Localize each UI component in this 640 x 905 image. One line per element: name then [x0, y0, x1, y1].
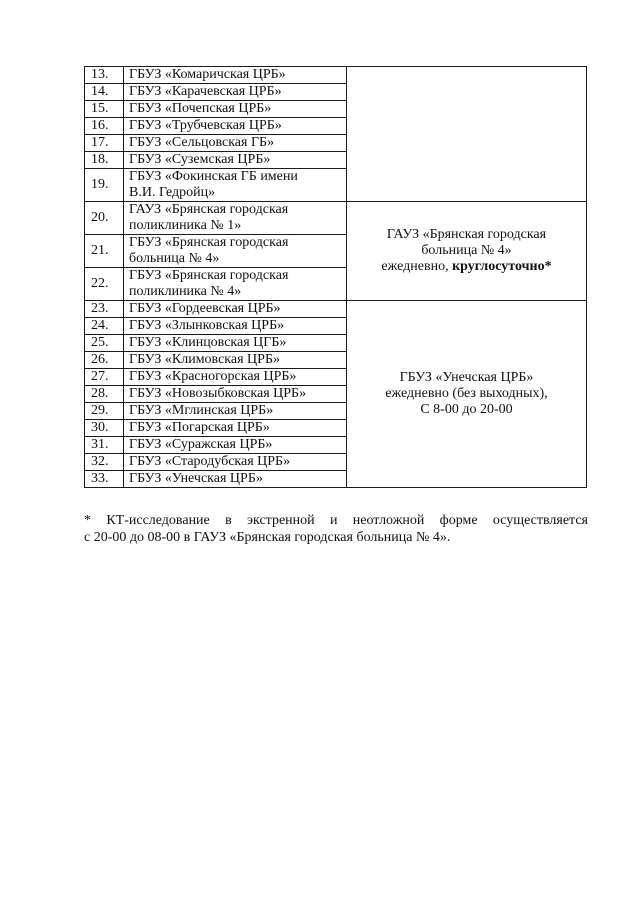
- table-row: [85, 67, 587, 84]
- table-row: [85, 202, 587, 235]
- institution-name: [124, 352, 347, 369]
- footnote-line-2: с 20-00 до 08-00 в ГАУЗ «Брянская городская больница № 4».: [84, 530, 451, 545]
- institution-name-line: В.И. Гедройц»: [129, 185, 216, 200]
- row-number: 32.: [85, 454, 124, 471]
- row-number: 15.: [85, 101, 124, 118]
- row-number: 20.: [85, 202, 124, 235]
- institution-name: [124, 235, 347, 268]
- referral-text: ГАУЗ «Брянская городская: [386, 227, 547, 242]
- institution-name-line: ГБУЗ «Комаричская ЦРБ»: [129, 67, 286, 82]
- referral-destination-line: [353, 243, 580, 259]
- institution-name: [124, 135, 347, 152]
- institution-name: [124, 454, 347, 471]
- row-number: 14.: [85, 84, 124, 101]
- referral-text: больница № 4»: [421, 243, 512, 258]
- row-number: 30.: [85, 420, 124, 437]
- institution-name: [124, 403, 347, 420]
- row-number: 28.: [85, 386, 124, 403]
- row-number: 18.: [85, 152, 124, 169]
- institution-name: [124, 437, 347, 454]
- institution-name: [124, 335, 347, 352]
- footnote-line-1: * КТ-исследование в экстренной и неотложной форме осуществляется: [84, 513, 588, 528]
- row-number: 17.: [85, 135, 124, 152]
- institution-name-line: ГБУЗ «Мглинская ЦРБ»: [129, 403, 274, 418]
- institution-name-line: ГБУЗ «Новозыбковская ЦРБ»: [129, 386, 307, 401]
- institution-name: [124, 67, 347, 84]
- institution-name: [124, 369, 347, 386]
- institution-name-line: поликлиника № 1»: [129, 218, 242, 233]
- institution-name-line: ГБУЗ «Суземская ЦРБ»: [129, 152, 271, 167]
- table-row: [85, 301, 587, 318]
- row-number: 13.: [85, 67, 124, 84]
- institution-name: [124, 301, 347, 318]
- institution-name-line: ГБУЗ «Почепская ЦРБ»: [129, 101, 272, 116]
- row-number: 25.: [85, 335, 124, 352]
- row-number: 27.: [85, 369, 124, 386]
- row-number: 33.: [85, 471, 124, 488]
- referral-destination-line: [353, 386, 580, 402]
- institution-name-line: ГБУЗ «Стародубская ЦРБ»: [129, 454, 291, 469]
- institution-name-line: ГБУЗ «Карачевская ЦРБ»: [129, 84, 282, 99]
- institution-name-line: ГБУЗ «Трубчевская ЦРБ»: [129, 118, 282, 133]
- institution-name-line: ГБУЗ «Суражская ЦРБ»: [129, 437, 273, 452]
- institution-name-line: ГБУЗ «Красногорская ЦРБ»: [129, 369, 297, 384]
- institution-name-line: больница № 4»: [129, 251, 220, 266]
- footnote: [84, 512, 588, 546]
- institution-name-line: ГБУЗ «Гордеевская ЦРБ»: [129, 301, 281, 316]
- institution-name-line: ГАУЗ «Брянская городская: [129, 202, 289, 217]
- hospital-routing-table: [84, 66, 587, 488]
- row-number: 16.: [85, 118, 124, 135]
- row-number: 24.: [85, 318, 124, 335]
- institution-name-line: ГБУЗ «Клинцовская ЦГБ»: [129, 335, 287, 350]
- institution-name-line: ГБУЗ «Сельцовская ГБ»: [129, 135, 275, 150]
- institution-name: [124, 152, 347, 169]
- institution-name: [124, 471, 347, 488]
- row-number: 31.: [85, 437, 124, 454]
- row-number: 19.: [85, 169, 124, 202]
- institution-name-line: поликлиника № 4»: [129, 284, 242, 299]
- referral-destination-line: [353, 370, 580, 386]
- institution-name-line: ГБУЗ «Брянская городская: [129, 235, 289, 250]
- institution-name: [124, 101, 347, 118]
- institution-name-line: ГБУЗ «Погарская ЦРБ»: [129, 420, 270, 435]
- referral-destination-line: [353, 227, 580, 243]
- institution-name-line: ГБУЗ «Климовская ЦРБ»: [129, 352, 280, 367]
- referral-destination-line: [353, 402, 580, 418]
- institution-name: [124, 118, 347, 135]
- institution-name: [124, 318, 347, 335]
- referral-text: ГБУЗ «Унечская ЦРБ»: [399, 370, 534, 385]
- table-body: [85, 67, 587, 488]
- referral-text: ежедневно (без выходных),: [385, 386, 548, 401]
- institution-name-line: ГБУЗ «Злынковская ЦРБ»: [129, 318, 285, 333]
- referral-destination-line: [353, 259, 580, 275]
- institution-name-line: ГБУЗ «Унечская ЦРБ»: [129, 471, 263, 486]
- institution-name: [124, 420, 347, 437]
- row-number: 26.: [85, 352, 124, 369]
- institution-name-line: ГБУЗ «Фокинская ГБ имени: [129, 169, 298, 184]
- institution-name: [124, 268, 347, 301]
- institution-name-line: ГБУЗ «Брянская городская: [129, 268, 289, 283]
- row-number: 21.: [85, 235, 124, 268]
- institution-name: [124, 169, 347, 202]
- referral-schedule-emphasis: круглосуточно*: [452, 259, 552, 274]
- referral-destination: [347, 202, 587, 301]
- referral-text: ежедневно,: [381, 259, 453, 274]
- referral-text: С 8-00 до 20-00: [420, 402, 513, 417]
- referral-destination: [347, 301, 587, 488]
- institution-name: [124, 202, 347, 235]
- row-number: 29.: [85, 403, 124, 420]
- referral-destination: [347, 67, 587, 202]
- institution-name: [124, 386, 347, 403]
- row-number: 22.: [85, 268, 124, 301]
- institution-name: [124, 84, 347, 101]
- row-number: 23.: [85, 301, 124, 318]
